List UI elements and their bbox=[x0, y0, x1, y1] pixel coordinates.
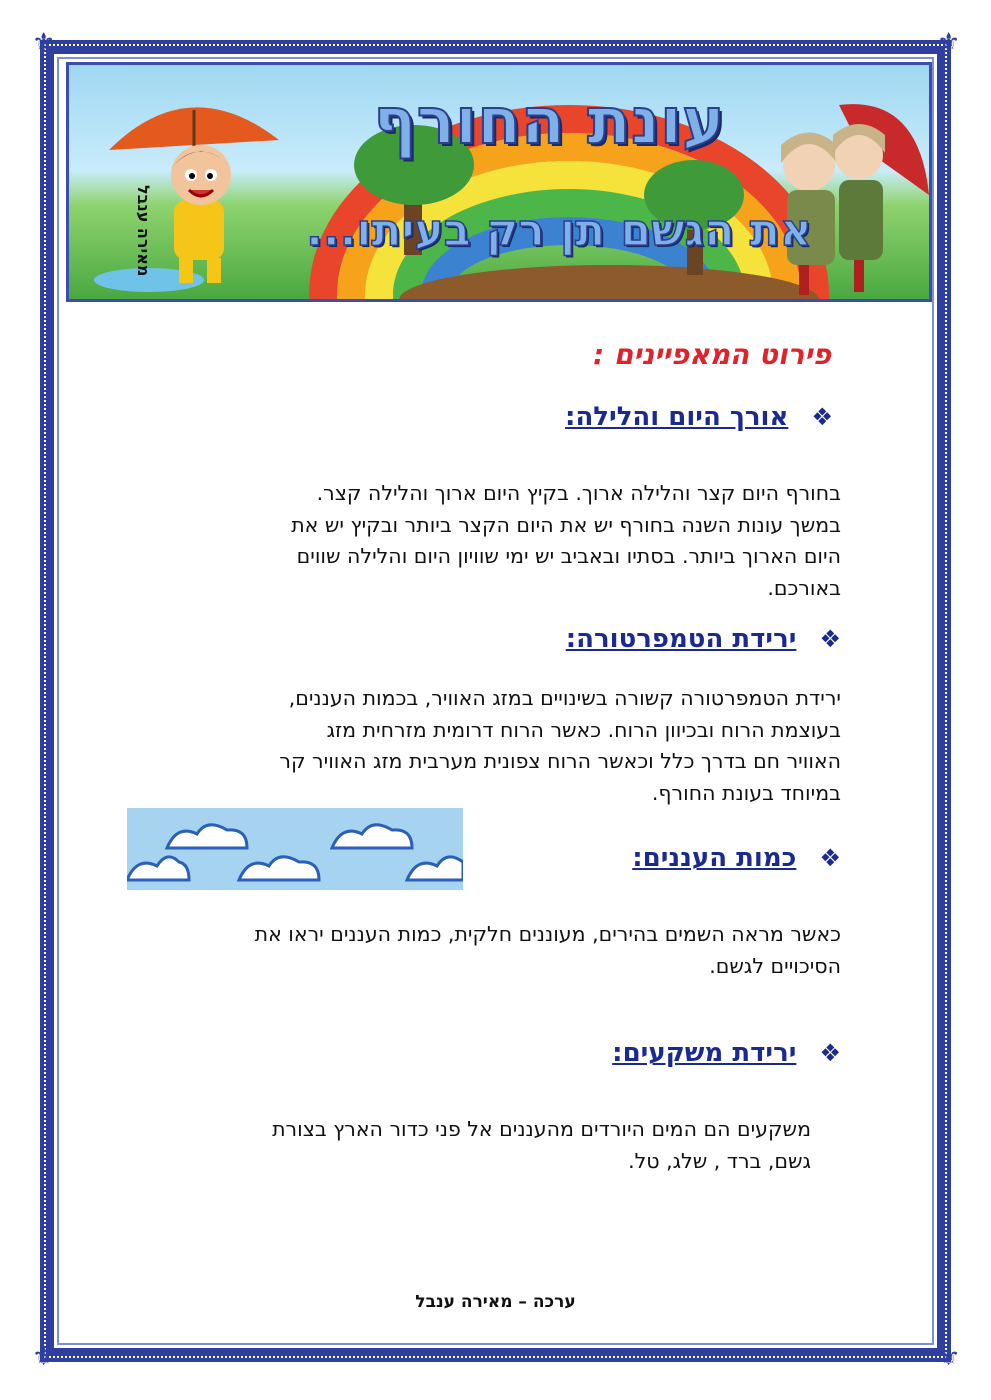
section-heading-label: כמות העננים: bbox=[632, 843, 797, 873]
corner-ornament-icon: ⚜ bbox=[937, 1342, 961, 1372]
clouds-strip-illustration bbox=[127, 808, 463, 890]
body-line: במיוחד בעונת החורף. bbox=[651, 780, 841, 805]
section-body bbox=[255, 919, 841, 982]
body-line: בחורף היום קצר והלילה ארוך. בקיץ היום ארוך והלילה קצר. bbox=[316, 481, 841, 505]
body-line: כאשר מראה השמים בהירים, מעוננים חלקית, כמות העננים יראו את bbox=[254, 922, 841, 946]
body-line: היום הארוך ביותר. בסתיו ובאביב יש ימי שוויון היום והלילה שווים bbox=[296, 544, 841, 568]
diamond-bullet-icon: ❖ bbox=[819, 1039, 841, 1067]
body-line: האוויר חם בדרך כלל וכאשר הרוח צפונית מערבית מזג האוויר קר bbox=[279, 749, 841, 773]
header-banner bbox=[66, 62, 932, 302]
corner-ornament-icon: ⚜ bbox=[32, 28, 56, 58]
section-heading bbox=[565, 402, 833, 432]
body-line: בעוצמת הרוח ובכיוון הרוח. כאשר הרוח דרומית מזרחית מזג bbox=[326, 717, 841, 742]
diamond-bullet-icon: ❖ bbox=[819, 844, 841, 872]
section-heading bbox=[612, 1038, 841, 1068]
corner-ornament-icon: ⚜ bbox=[937, 28, 961, 58]
banner-title: עונת החורף bbox=[373, 85, 725, 159]
diamond-bullet-icon: ❖ bbox=[819, 625, 841, 653]
section-heading-label: ירידת הטמפרטורה: bbox=[565, 624, 797, 654]
body-line: משקעים הם המים היורדים מהעננים אל פני כדור הארץ בצורת bbox=[272, 1117, 811, 1141]
section-heading-label: אורך היום והלילה: bbox=[565, 402, 789, 432]
body-line: הסיכויים לגשם. bbox=[709, 953, 841, 978]
author-signature: מאירה ענבל bbox=[134, 185, 153, 277]
corner-ornament-icon: ⚜ bbox=[32, 1342, 56, 1372]
banner-subtitle: את הגשם תן רק בעיתו... bbox=[306, 205, 812, 256]
body-line: במשך עונות השנה בחורף יש את היום הקצר ביותר ובקיץ יש את bbox=[291, 512, 841, 537]
features-title: פירוט המאפיינים : bbox=[592, 338, 831, 371]
section-heading bbox=[566, 624, 841, 654]
section-body bbox=[279, 683, 841, 809]
section-heading-label: ירידת משקעים: bbox=[612, 1038, 797, 1068]
section-body bbox=[291, 478, 841, 604]
section-heading bbox=[632, 843, 841, 873]
body-line: ירידת הטמפרטורה קשורה בשינויים במזג האוויר, בכמות העננים, bbox=[288, 686, 841, 710]
diamond-bullet-icon: ❖ bbox=[811, 403, 833, 431]
boy-with-umbrella-illustration bbox=[89, 80, 299, 295]
body-line: גשם, ברד , שלג, טל. bbox=[628, 1148, 811, 1173]
body-line: באורכם. bbox=[767, 575, 841, 600]
footer-credit: ערכה – מאירה ענבל bbox=[415, 1292, 576, 1312]
section-body bbox=[272, 1114, 811, 1177]
